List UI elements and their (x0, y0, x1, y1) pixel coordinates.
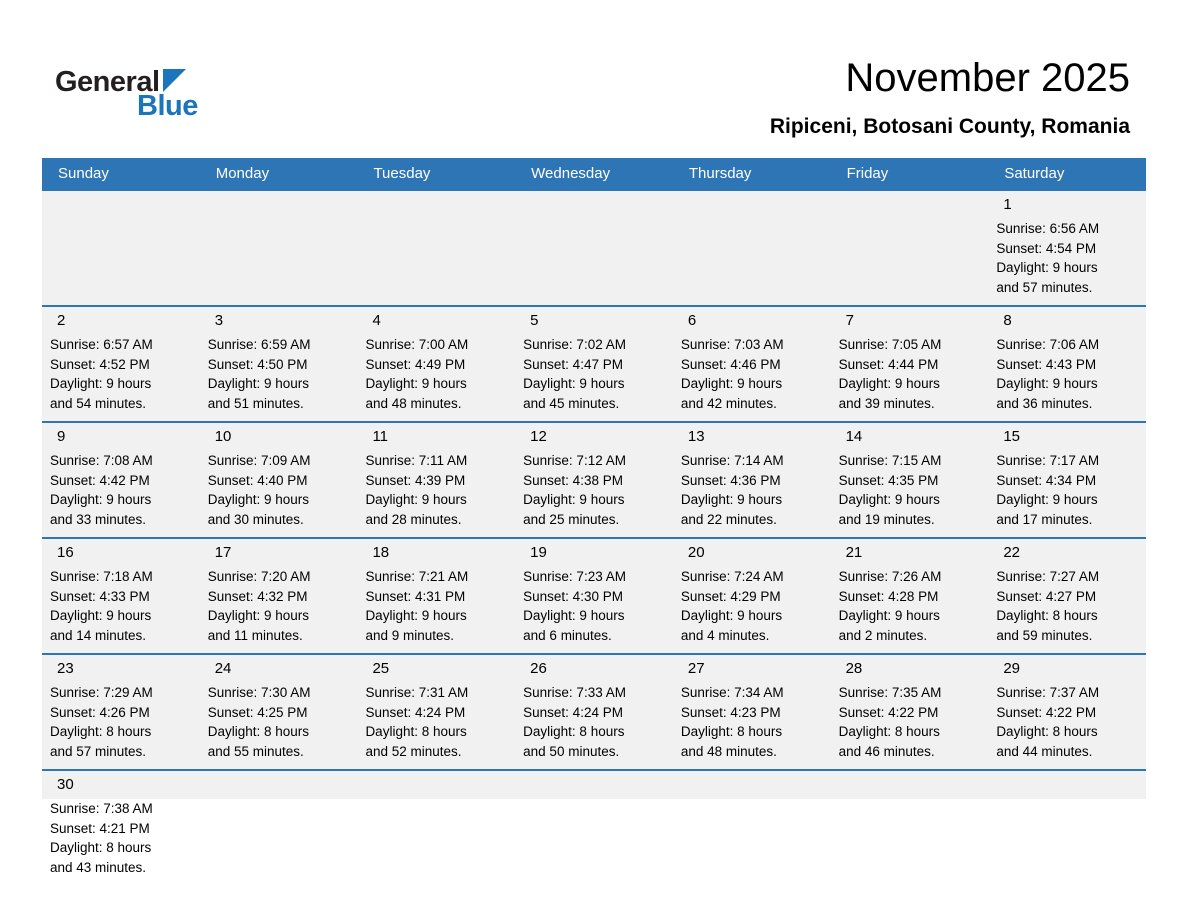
daylight-hours-text: Daylight: 9 hours (365, 376, 467, 391)
day-number: 22 (1003, 544, 1020, 561)
day-cell (42, 771, 200, 885)
sunset-text: Sunset: 4:40 PM (207, 472, 308, 488)
day-number: 25 (372, 660, 390, 677)
daylight-hours-text: Daylight: 9 hours (50, 608, 152, 623)
day-number: 7 (845, 312, 854, 329)
daylight-minutes-text: and 45 minutes. (523, 395, 620, 411)
daylight-hours-text: Daylight: 9 hours (838, 492, 940, 507)
calendar-body (42, 189, 1146, 885)
daylight-hours-text: Daylight: 9 hours (996, 260, 1098, 275)
weekday-header-thursday: Thursday (688, 165, 752, 182)
empty-day-cell (831, 771, 989, 885)
sunrise-text: Sunrise: 7:17 AM (996, 453, 1100, 468)
daylight-hours-text: Daylight: 9 hours (680, 492, 783, 507)
sunset-text: Sunset: 4:50 PM (207, 356, 308, 372)
day-cell (988, 423, 1146, 537)
sunset-text: Sunset: 4:26 PM (50, 704, 150, 720)
daylight-minutes-text: and 51 minutes. (207, 395, 304, 411)
sunrise-text: Sunrise: 7:18 AM (50, 569, 153, 584)
sunrise-text: Sunrise: 7:37 AM (996, 685, 1100, 700)
day-cell (673, 539, 831, 653)
daylight-minutes-text: and 36 minutes. (996, 395, 1093, 411)
daylight-hours-text: Daylight: 8 hours (50, 840, 152, 855)
logo-word-blue: Blue (137, 90, 198, 122)
daylight-minutes-text: and 55 minutes. (207, 743, 304, 759)
day-number: 6 (687, 312, 697, 329)
general-blue-logo (55, 56, 198, 121)
sunset-text: Sunset: 4:22 PM (996, 704, 1097, 720)
daylight-minutes-text: and 25 minutes. (523, 511, 620, 527)
daylight-hours-text: Daylight: 9 hours (680, 608, 783, 623)
empty-day-cell (200, 191, 358, 305)
daylight-hours-text: Daylight: 9 hours (207, 492, 310, 507)
daylight-hours-text: Daylight: 8 hours (996, 724, 1098, 739)
day-cell (42, 307, 200, 421)
day-cell (831, 655, 989, 769)
daylight-minutes-text: and 33 minutes. (50, 511, 147, 527)
day-cell (988, 307, 1146, 421)
day-number: 18 (372, 544, 390, 561)
daylight-minutes-text: and 57 minutes. (50, 743, 147, 759)
empty-day-cell (515, 191, 673, 305)
sunset-text: Sunset: 4:23 PM (680, 704, 781, 720)
daylight-minutes-text: and 59 minutes. (996, 627, 1093, 643)
sunrise-text: Sunrise: 7:26 AM (838, 569, 942, 584)
daylight-hours-text: Daylight: 9 hours (365, 492, 467, 507)
day-number: 16 (57, 544, 74, 561)
weekday-header-friday: Friday (846, 165, 889, 182)
sunset-text: Sunset: 4:34 PM (996, 472, 1097, 488)
day-cell (673, 423, 831, 537)
day-cell (988, 191, 1146, 305)
sunrise-text: Sunrise: 7:14 AM (680, 453, 784, 468)
day-cell (200, 307, 358, 421)
day-cell (831, 307, 989, 421)
sunset-text: Sunset: 4:43 PM (996, 356, 1097, 372)
sunrise-text: Sunrise: 6:56 AM (996, 221, 1100, 236)
empty-day-cell (988, 771, 1146, 885)
sunset-text: Sunset: 4:49 PM (365, 356, 466, 372)
sunset-text: Sunset: 4:21 PM (50, 820, 150, 836)
day-number: 12 (530, 428, 547, 445)
day-cell (831, 423, 989, 537)
sunrise-text: Sunrise: 7:23 AM (523, 569, 626, 584)
day-number: 29 (1003, 660, 1020, 677)
daylight-hours-text: Daylight: 9 hours (680, 376, 783, 391)
weekday-header-tuesday: Tuesday (373, 165, 431, 182)
daylight-minutes-text: and 22 minutes. (680, 511, 777, 527)
empty-day-cell (673, 771, 831, 885)
day-number: 13 (687, 428, 705, 445)
daylight-minutes-text: and 52 minutes. (365, 743, 462, 759)
day-cell (988, 655, 1146, 769)
daylight-minutes-text: and 14 minutes. (50, 627, 147, 643)
day-number: 23 (57, 660, 74, 677)
daylight-hours-text: Daylight: 9 hours (996, 492, 1098, 507)
day-number: 4 (372, 312, 381, 329)
day-number: 19 (530, 544, 547, 561)
empty-day-cell (357, 771, 515, 885)
weekday-header-sunday: Sunday (58, 165, 109, 182)
day-number: 26 (530, 660, 547, 677)
empty-day-cell (515, 771, 673, 885)
daylight-minutes-text: and 43 minutes. (50, 859, 147, 875)
daylight-minutes-text: and 39 minutes. (838, 395, 935, 411)
daylight-hours-text: Daylight: 8 hours (50, 724, 152, 739)
day-cell (357, 307, 515, 421)
sunrise-text: Sunrise: 7:03 AM (680, 337, 784, 352)
daylight-minutes-text: and 42 minutes. (680, 395, 777, 411)
daylight-minutes-text: and 19 minutes. (838, 511, 935, 527)
day-cell (200, 539, 358, 653)
day-cell (42, 423, 200, 537)
sunset-text: Sunset: 4:36 PM (680, 472, 781, 488)
weekday-header-row (42, 158, 1146, 189)
daylight-hours-text: Daylight: 8 hours (838, 724, 940, 739)
sunrise-text: Sunrise: 7:38 AM (50, 801, 153, 816)
sunrise-text: Sunrise: 7:33 AM (523, 685, 626, 700)
day-cell (357, 539, 515, 653)
page-subtitle: Ripiceni, Botosani County, Romania (769, 115, 1130, 138)
calendar (42, 158, 1146, 885)
daylight-hours-text: Daylight: 8 hours (365, 724, 467, 739)
daylight-hours-text: Daylight: 8 hours (996, 608, 1098, 623)
daylight-hours-text: Daylight: 9 hours (50, 376, 152, 391)
logo-word-general: General (55, 66, 160, 98)
sunset-text: Sunset: 4:33 PM (50, 588, 150, 604)
day-number: 10 (214, 428, 232, 445)
day-number: 27 (687, 660, 705, 677)
sunrise-text: Sunrise: 7:35 AM (838, 685, 942, 700)
sunset-text: Sunset: 4:29 PM (680, 588, 781, 604)
weekday-header-saturday: Saturday (1004, 165, 1065, 182)
week-row (42, 421, 1146, 537)
sunrise-text: Sunrise: 7:08 AM (50, 453, 153, 468)
sunrise-text: Sunrise: 7:02 AM (523, 337, 626, 352)
sunrise-text: Sunrise: 7:20 AM (207, 569, 311, 584)
daylight-minutes-text: and 46 minutes. (838, 743, 935, 759)
daylight-minutes-text: and 30 minutes. (207, 511, 304, 527)
daylight-minutes-text: and 57 minutes. (996, 279, 1093, 295)
day-cell (200, 423, 358, 537)
day-number: 8 (1003, 312, 1012, 329)
daylight-hours-text: Daylight: 9 hours (365, 608, 467, 623)
empty-day-cell (357, 191, 515, 305)
week-row (42, 653, 1146, 769)
sunset-text: Sunset: 4:46 PM (680, 356, 781, 372)
sunset-text: Sunset: 4:27 PM (996, 588, 1097, 604)
sunset-text: Sunset: 4:42 PM (50, 472, 150, 488)
sunrise-text: Sunrise: 7:15 AM (838, 453, 942, 468)
daylight-minutes-text: and 9 minutes. (365, 627, 454, 643)
daylight-hours-text: Daylight: 9 hours (996, 376, 1098, 391)
daylight-minutes-text: and 2 minutes. (838, 627, 928, 643)
sunset-text: Sunset: 4:28 PM (838, 588, 939, 604)
day-cell (673, 655, 831, 769)
day-cell (988, 539, 1146, 653)
sunset-text: Sunset: 4:32 PM (207, 588, 308, 604)
day-number: 9 (57, 428, 66, 445)
week-row (42, 769, 1146, 885)
day-number: 2 (57, 312, 66, 329)
day-number: 30 (57, 776, 74, 793)
sunrise-text: Sunrise: 7:29 AM (50, 685, 153, 700)
daylight-minutes-text: and 50 minutes. (523, 743, 620, 759)
day-cell (673, 307, 831, 421)
daylight-minutes-text: and 6 minutes. (523, 627, 612, 643)
empty-day-cell (42, 191, 200, 305)
page-header (0, 0, 1188, 139)
empty-day-cell (831, 191, 989, 305)
week-row (42, 537, 1146, 653)
sunrise-text: Sunrise: 7:09 AM (207, 453, 311, 468)
sunrise-text: Sunrise: 7:11 AM (365, 453, 468, 468)
sunset-text: Sunset: 4:35 PM (838, 472, 939, 488)
sunrise-text: Sunrise: 7:27 AM (996, 569, 1100, 584)
day-number: 14 (845, 428, 863, 445)
day-number: 21 (845, 544, 863, 561)
sunset-text: Sunset: 4:24 PM (523, 704, 623, 720)
day-number: 17 (214, 544, 232, 561)
sunset-text: Sunset: 4:30 PM (523, 588, 623, 604)
empty-day-cell (673, 191, 831, 305)
sunset-text: Sunset: 4:54 PM (996, 240, 1097, 256)
sunrise-text: Sunrise: 7:30 AM (207, 685, 311, 700)
weekday-header-monday: Monday (215, 165, 270, 182)
sunrise-text: Sunrise: 7:31 AM (365, 685, 469, 700)
day-cell (515, 655, 673, 769)
day-cell (42, 539, 200, 653)
daylight-hours-text: Daylight: 9 hours (523, 608, 625, 623)
sunset-text: Sunset: 4:52 PM (50, 356, 150, 372)
sunset-text: Sunset: 4:24 PM (365, 704, 466, 720)
sunrise-text: Sunrise: 6:59 AM (207, 337, 311, 352)
sunset-text: Sunset: 4:47 PM (523, 356, 623, 372)
daylight-hours-text: Daylight: 9 hours (50, 492, 152, 507)
sunrise-text: Sunrise: 7:05 AM (838, 337, 942, 352)
sunrise-text: Sunrise: 7:12 AM (523, 453, 626, 468)
daylight-hours-text: Daylight: 9 hours (523, 376, 625, 391)
daylight-minutes-text: and 48 minutes. (680, 743, 777, 759)
day-number: 20 (687, 544, 705, 561)
sunrise-text: Sunrise: 7:34 AM (680, 685, 784, 700)
day-cell (515, 307, 673, 421)
title-block (770, 56, 1130, 139)
week-row (42, 305, 1146, 421)
daylight-minutes-text: and 4 minutes. (680, 627, 770, 643)
day-number: 5 (530, 312, 539, 329)
sunset-text: Sunset: 4:44 PM (838, 356, 939, 372)
daylight-minutes-text: and 28 minutes. (365, 511, 462, 527)
daylight-hours-text: Daylight: 8 hours (523, 724, 625, 739)
day-number: 3 (214, 312, 224, 329)
daylight-hours-text: Daylight: 8 hours (680, 724, 783, 739)
logo-triangle-icon (163, 69, 186, 92)
daylight-hours-text: Daylight: 9 hours (523, 492, 625, 507)
page-title: November 2025 (845, 56, 1130, 100)
day-number: 15 (1003, 428, 1020, 445)
sunrise-text: Sunrise: 7:00 AM (365, 337, 469, 352)
sunset-text: Sunset: 4:39 PM (365, 472, 466, 488)
day-cell (357, 655, 515, 769)
day-cell (42, 655, 200, 769)
daylight-minutes-text: and 44 minutes. (996, 743, 1093, 759)
weekday-header-wednesday: Wednesday (531, 165, 611, 182)
daylight-hours-text: Daylight: 9 hours (207, 376, 310, 391)
sunrise-text: Sunrise: 7:24 AM (680, 569, 784, 584)
daylight-minutes-text: and 11 minutes. (207, 627, 303, 643)
daylight-minutes-text: and 54 minutes. (50, 395, 147, 411)
daylight-hours-text: Daylight: 9 hours (838, 376, 940, 391)
sunset-text: Sunset: 4:25 PM (207, 704, 308, 720)
day-number: 24 (214, 660, 232, 677)
day-cell (515, 423, 673, 537)
daylight-hours-text: Daylight: 8 hours (207, 724, 310, 739)
week-row (42, 189, 1146, 305)
day-number: 1 (1003, 196, 1012, 213)
day-cell (831, 539, 989, 653)
sunrise-text: Sunrise: 7:21 AM (365, 569, 469, 584)
day-number: 11 (372, 428, 389, 445)
daylight-minutes-text: and 48 minutes. (365, 395, 462, 411)
empty-day-cell (200, 771, 358, 885)
sunset-text: Sunset: 4:31 PM (365, 588, 466, 604)
day-cell (357, 423, 515, 537)
day-cell (515, 539, 673, 653)
daylight-hours-text: Daylight: 9 hours (207, 608, 310, 623)
daylight-minutes-text: and 17 minutes. (996, 511, 1093, 527)
sunrise-text: Sunrise: 7:06 AM (996, 337, 1100, 352)
sunset-text: Sunset: 4:22 PM (838, 704, 939, 720)
day-number: 28 (845, 660, 863, 677)
sunrise-text: Sunrise: 6:57 AM (50, 337, 153, 352)
sunset-text: Sunset: 4:38 PM (523, 472, 623, 488)
day-cell (200, 655, 358, 769)
daylight-hours-text: Daylight: 9 hours (838, 608, 940, 623)
